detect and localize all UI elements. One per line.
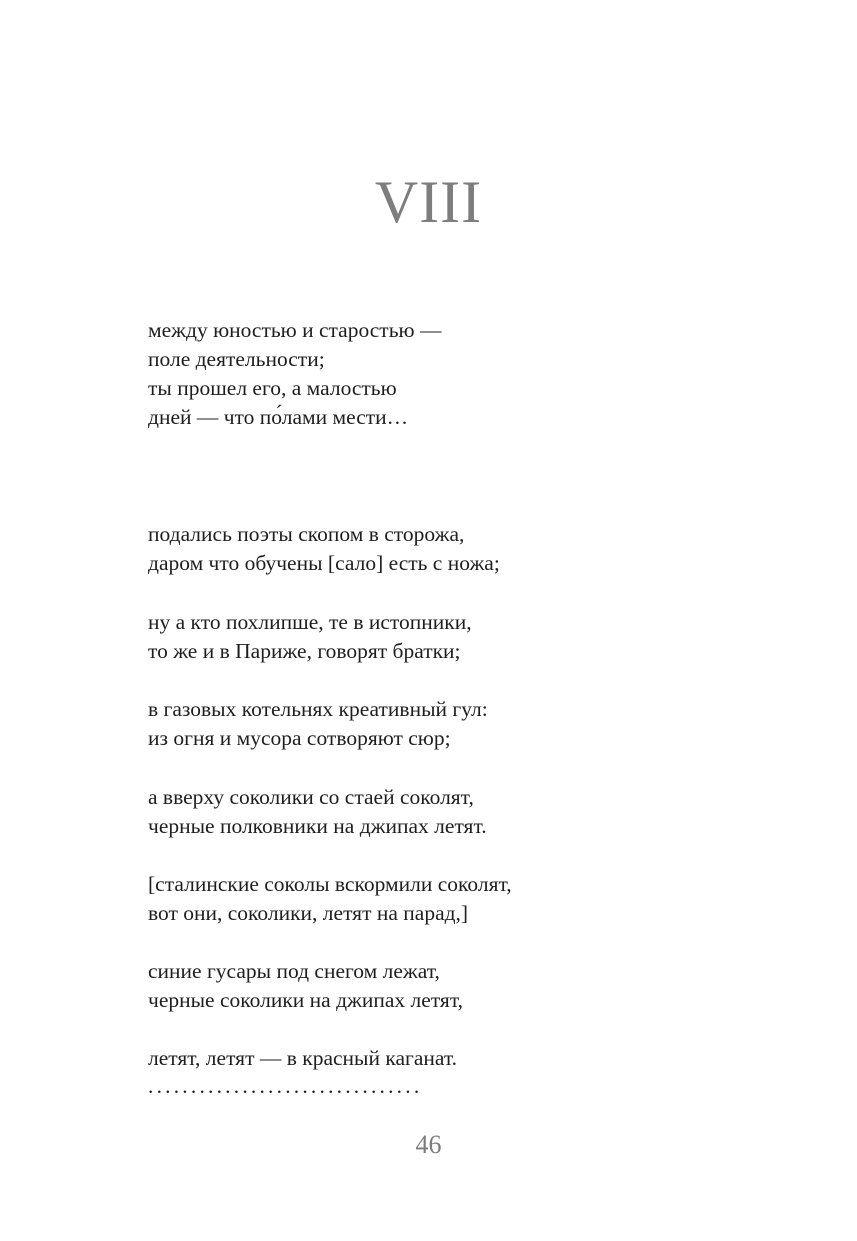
poem-line: черные полковники на джипах летят.	[148, 814, 487, 838]
poem-line: дней — что по́лами мести…	[148, 405, 409, 429]
stanza-3	[148, 695, 488, 753]
stanza-1	[148, 520, 500, 578]
stanza-2	[148, 608, 472, 666]
poem-line: поле деятельности;	[148, 347, 325, 371]
poem-line: из огня и мусора сотворяют сюр;	[148, 726, 451, 750]
poem-line: даром что обучены [сало] есть с ножа;	[148, 551, 500, 575]
poem-line: вот они, соколики, летят на парад,]	[148, 901, 469, 925]
poem-line: черные соколики на джипах летят,	[148, 988, 463, 1012]
poem-line: летят, летят — в красный каганат.	[148, 1046, 458, 1070]
stanza-6	[148, 957, 463, 1015]
page-number: 46	[415, 1130, 442, 1159]
stanza-4	[148, 783, 487, 841]
epigraph-stanza	[148, 316, 441, 432]
poem-line: между юностью и старостью —	[148, 318, 442, 342]
poem-line: [сталинские соколы вскормили соколят,	[148, 872, 512, 896]
poem-line: то же и в Париже, говорят братки;	[148, 639, 461, 663]
poem-line: а вверху соколики со стаей соколят,	[148, 785, 474, 809]
stanza-7	[148, 1044, 457, 1073]
poem-line: ты прошел его, а малостью	[148, 376, 397, 400]
poem-line: ну а кто похлипше, те в истопники,	[148, 610, 472, 634]
stanza-5	[148, 870, 512, 928]
poem-line: в газовых котельнях креативный гул:	[148, 697, 488, 721]
poem-line: подались поэты скопом в сторожа,	[148, 522, 465, 546]
poem-line: синие гусары под снегом лежат,	[148, 959, 440, 983]
chapter-heading: VIII	[374, 169, 483, 235]
ellipsis-line: ................................	[148, 1074, 423, 1098]
